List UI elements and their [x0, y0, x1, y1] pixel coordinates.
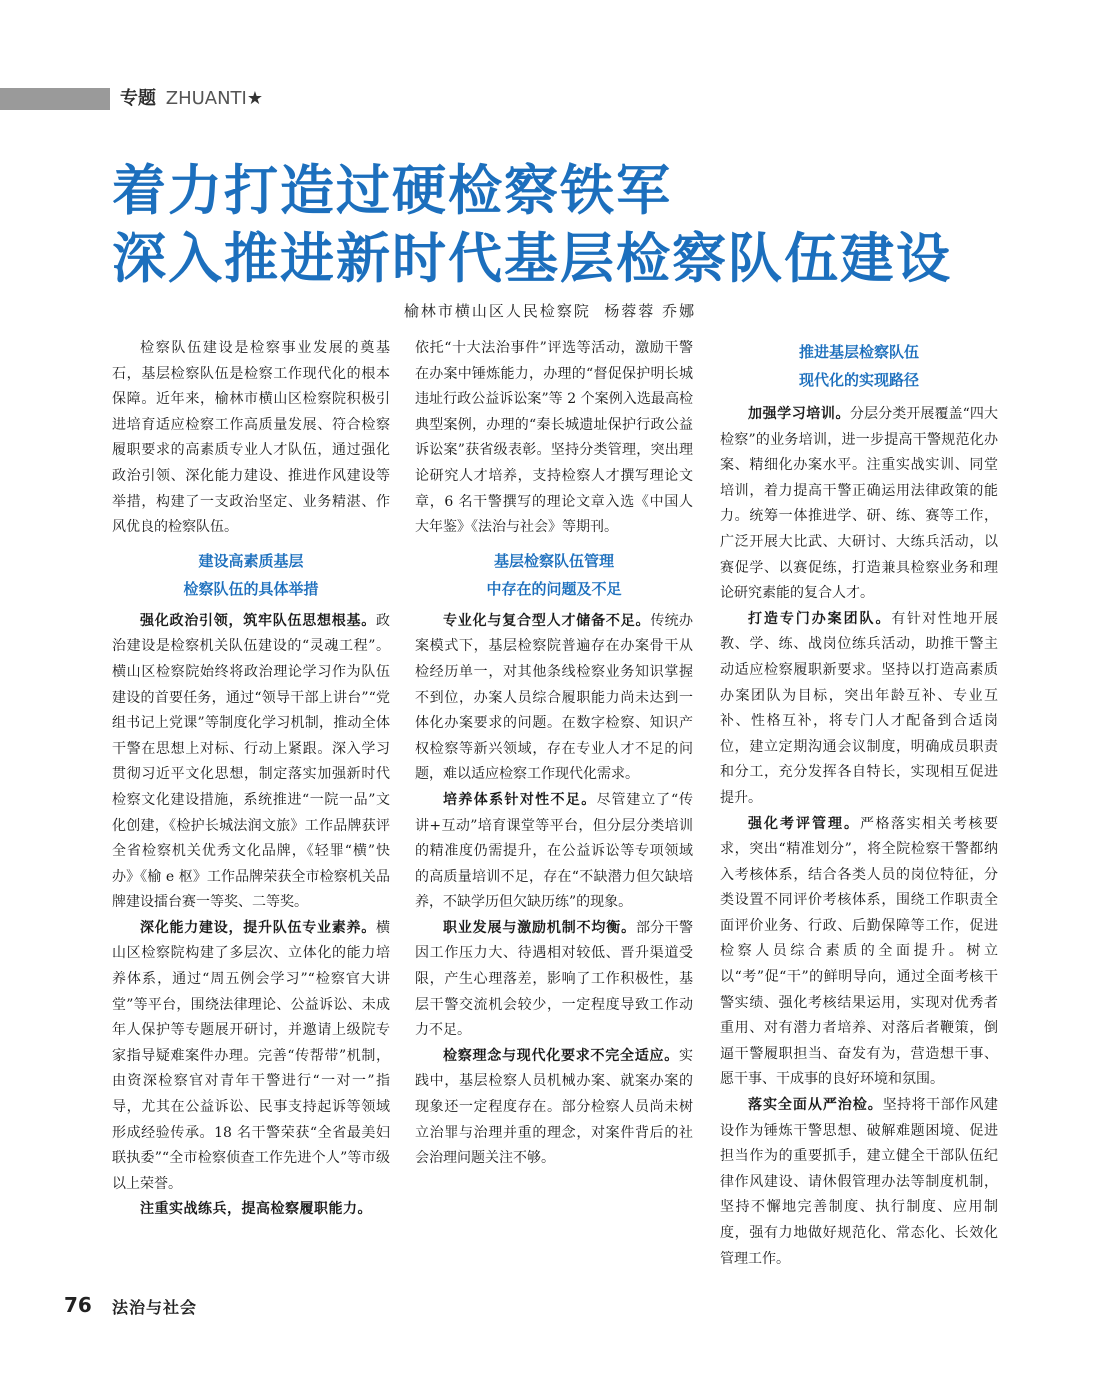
section-label-cn: 专题	[120, 88, 156, 109]
paragraph-body: 政治建设是检察机关队伍建设的“灵魂工程”。横山区检察院始终将政治理论学习作为队伍建设的首要任务，通过“领导干部上讲台”“党组书记上党课”等制度化学习机制，推动全体干警在思想上对标、行动上紧跟。深入学习贯彻习近平文化思想，制定落实加强新时代检察文化建设措施，系统推进“一院一品”文化创建，《检护长城法润文旅》工作品牌获评全省检察机关优秀文化品牌，《轻罪“横”快办》《榆 e 枢》工作品牌荣获全市检察机关品牌建设擂台赛一等奖、二等奖。	[112, 612, 390, 911]
paragraph-lead: 专业化与复合型人才储备不足。	[443, 612, 651, 629]
paragraph	[720, 1093, 998, 1272]
section-label-en: ZHUANTI	[165, 88, 247, 109]
section-heading-line-1: 基层检察队伍管理	[493, 551, 614, 570]
section-heading-line-2: 中存在的问题及不足	[486, 579, 622, 598]
paragraph-lead: 培养体系针对性不足。	[443, 791, 597, 808]
paragraph-lead: 注重实战练兵，提高检察履职能力。	[140, 1201, 372, 1218]
paragraph	[720, 812, 998, 1094]
paragraph	[415, 609, 693, 788]
paragraph: 依托“十大法治事件”评选等活动，激励干警在办案中锤炼能力，办理的“督促保护明长城违址行政公益诉讼案”等 2 个案例入选最高检典型案例，办理的“秦长城遗址保护行政公益诉讼案”获省级表彰。坚持分类管理，突出理论研究人才培养，支持检察人才撰写理论文章，6 名干警撰写的理论文章入选《中国人大年鉴》《法治与社会》等期刊。	[415, 340, 693, 536]
paragraph-body: 有针对性地开展教、学、练、战岗位练兵活动，助推干警主动适应检察履职新要求。坚持以打造高素质办案团队为目标，突出年龄互补、专业互补、性格互补，将专门人才配备到合适岗位，建立定期沟通会议制度，明确成员职责和分工，充分发挥各自特长，实现相互促进提升。	[720, 610, 999, 806]
paragraph	[415, 916, 693, 1044]
paragraph-body: 严格落实相关考核要求，突出“精准划分”，将全院检察干警都纳入考核体系，结合各类人员的岗位特征，分类设置不同评价考核体系，围绕工作职责全面评价业务、行政、后勤保障等工作，促进检察人员综合素质的全面提升。树立以“考”促“干”的鲜明导向，通过全面考核干警实绩、强化考核结果运用，实现对优秀者重用、对有潜力者培养、对落后者鞭策，倒逼干警履职担当、奋发有为，营造想干事、愿干事、干成事的良好环境和氛围。	[720, 815, 998, 1088]
byline-authors: 杨蓉蓉 乔娜	[604, 302, 697, 320]
paragraph	[720, 402, 998, 607]
section-heading	[112, 547, 390, 603]
paragraph-lead: 检察理念与现代化要求不完全适应。	[443, 1047, 679, 1064]
paragraph: 检察队伍建设是检察事业发展的奠基石，基层检察队伍是检察工作现代化的根本保障。近年来，榆林市横山区检察院积极引进培育适应检察工作高质量发展、符合检察履职要求的高素质专业人才队伍，通过强化政治引领、深化能力建设、推进作风建设等举措，构建了一支政治坚定、业务精湛、作风优良的检察队伍。	[112, 340, 390, 536]
paragraph	[112, 1197, 390, 1223]
section-heading-line-1: 建设高素质基层	[198, 551, 304, 570]
paragraph-lead: 加强学习培训。	[748, 406, 851, 422]
paragraph	[112, 916, 390, 1198]
paragraph-lead: 职业发展与激励机制不均衡。	[443, 919, 636, 936]
paragraph	[720, 607, 998, 812]
section-heading-line-2: 现代化的实现路径	[798, 371, 919, 389]
paragraph-body: 实践中，基层检察人员机械办案、就案办案的现象还一定程度存在。部分检察人员尚未树立治罪与治理并重的理念，对案件背后的社会治理问题关注不够。	[415, 1047, 693, 1167]
paragraph-body: 分层分类开展覆盖“四大检察”的业务培训，进一步提高干警规范化办案、精细化办案水平。注重实战实训、同堂培训，着力提高干警正确运用法律政策的能力。统筹一体推进学、研、练、赛等工作，广泛开展大比武、大研讨、大练兵活动，以赛促学、以赛促练，打造兼具检察业务和理论研究素能的复合人才。	[720, 406, 998, 602]
section-header-bar	[0, 88, 110, 110]
publication-name: 法治与社会	[112, 1298, 198, 1317]
section-heading	[720, 338, 998, 394]
star-icon: ★	[246, 88, 263, 109]
paragraph-lead: 打造专门办案团队。	[748, 610, 892, 627]
page-number: 76	[64, 1293, 92, 1317]
column-1	[112, 336, 390, 1223]
paragraph-lead: 强化政治引领，筑牢队伍思想根基。	[140, 612, 376, 629]
paragraph-body: 尽管建立了“传讲+互动”培育课堂等平台，但分层分类培训的精准度仍需提升，在公益诉讼等专项领域的高质量培训不足，存在“不缺潜力但欠缺培养，不缺学历但欠缺历练”的现象。	[415, 791, 693, 911]
section-heading-line-1: 推进基层检察队伍	[798, 343, 919, 361]
paragraph-body: 部分干警因工作压力大、待遇相对较低、晋升渠道受限，产生心理落差，影响了工作积极性，基层干警交流机会较少，一定程度导致工作动力不足。	[415, 919, 693, 1039]
paragraph-body: 横山区检察院构建了多层次、立体化的能力培养体系，通过“周五例会学习”“检察官大讲堂”等平台，围绕法律理论、公益诉讼、未成年人保护等专题展开研讨，并邀请上级院专家指导疑难案件办理。完善“传帮带”机制，由资深检察官对青年干警进行“一对一”指导，尤其在公益诉讼、民事支持起诉等领域形成经验传承。18 名干警荣获“全省最美妇联执委”“全市检察侦查工作先进个人”等市级以上荣誉。	[112, 919, 390, 1192]
section-heading	[415, 547, 693, 603]
paragraph-lead: 深化能力建设，提升队伍专业素养。	[140, 919, 376, 936]
paragraph	[415, 1044, 693, 1172]
section-header-label	[120, 87, 263, 111]
paragraph-lead: 落实全面从严治检。	[748, 1097, 883, 1114]
byline-org: 榆林市横山区人民检察院	[403, 302, 591, 320]
article-title-line-2: 深入推进新时代基层检察队伍建设	[112, 227, 952, 290]
paragraph-body: 坚持将干部作风建设作为锤炼干警思想、破解难题困境、促进担当作为的重要抓手，建立健全干部队伍纪律作风建设、请休假管理办法等制度机制，坚持不懈地完善制度、执行制度、应用制度，强有力地做好规范化、常态化、长效化管理工作。	[720, 1097, 998, 1267]
column-2	[415, 336, 693, 1172]
paragraph-lead: 强化考评管理。	[748, 815, 860, 832]
byline	[0, 300, 1100, 321]
article-title-line-1: 着力打造过硬检察铁军	[112, 159, 672, 222]
section-heading-line-2: 检察队伍的具体举措	[183, 579, 319, 598]
paragraph	[415, 788, 693, 916]
paragraph	[112, 609, 390, 916]
paragraph-body: 传统办案模式下，基层检察院普遍存在办案骨干从检经历单一，对其他条线检察业务知识掌握不到位，办案人员综合履职能力尚未达到一体化办案要求的问题。在数字检察、知识产权检察等新兴领域，存在专业人才不足的问题，难以适应检察工作现代化需求。	[415, 612, 693, 783]
column-3	[720, 338, 998, 1272]
